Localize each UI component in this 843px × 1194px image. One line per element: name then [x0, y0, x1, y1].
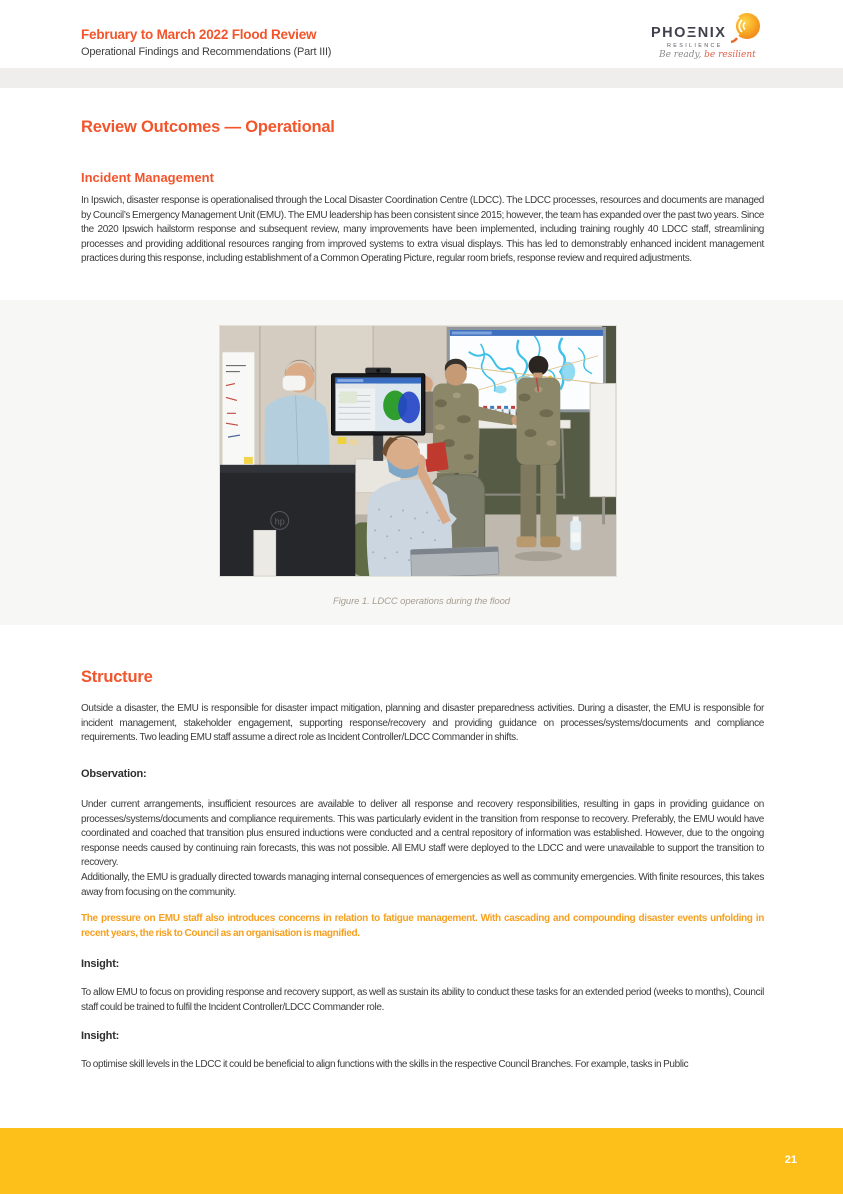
phoenix-resilience-logo — [651, 12, 763, 64]
logo-subbrand-text: RESILIENCE — [667, 43, 723, 49]
structure-heading: Structure — [81, 668, 153, 686]
observation-paragraph-2: Additionally, the EMU is gradually directed towards managing internal consequences of emergencies as well as community emergencies. With finite resources, this takes away from focusing on the community. — [81, 871, 764, 898]
observation-label: Observation: — [81, 768, 147, 780]
page-footer — [0, 1128, 843, 1194]
section-review-outcomes — [81, 118, 764, 265]
observation-paragraph-1: Under current arrangements, insufficient resources are available to deliver all response and recovery responsibilities, resulting in gaps in providing guidance on processes/systems/documents and compliance requirements. This was particularly evident in the transition from response to recovery. Preferably, the EMU would have coordinated and coached that transition plus ensured inductions were conducted and a central repository of information was established. However, due to the ongoing response needs caused by continuing rain forecasts, this was not possible. All EMU staff were deployed to the LDCC and were unavailable to support the transition to recovery. — [81, 799, 764, 869]
page-number: 21 — [784, 1154, 797, 1166]
insight-label-1: Insight: — [81, 958, 120, 970]
header-divider-band — [0, 68, 843, 88]
report-title: February to March 2022 Flood Review — [81, 27, 317, 42]
logo-brand-text: PHOΞNIX — [651, 25, 727, 41]
report-subtitle: Operational Findings and Recommendations (Part III) — [81, 46, 332, 58]
tagline-accent: be resilient — [701, 50, 756, 60]
phoenix-flame-icon — [729, 12, 763, 53]
logo-tagline — [659, 50, 763, 60]
figure-caption: Figure 1. LDCC operations during the flood — [333, 596, 510, 607]
tagline-prefix: Be ready, — [659, 50, 702, 60]
incident-management-paragraph: In Ipswich, disaster response is operationalised through the Local Disaster Coordination Centre (LDCC). The LDCC processes, resources and documents are managed by Council’s Emergency Management Unit (EMU). The EMU leadership has been consistent since 2015; however, the team has expanded over the past two years. Since the 2020 Ipswich hailstorm response and subsequent review, many improvements have been implemented, including training roughly 40 LDCC staff, streamlining processes and providing additional resources ranging from improved systems to extra visual displays. This has led to demonstrably enhanced incident management practices during this response, including establishment of a Common Operating Picture, regular room briefs, response review and required adjustments. — [81, 195, 764, 265]
page-header — [0, 0, 843, 68]
section-structure — [81, 668, 764, 1128]
ldcc-operations-photo — [219, 325, 617, 577]
incident-management-heading: Incident Management — [81, 170, 214, 185]
insight-label-2: Insight: — [81, 1030, 120, 1042]
fatigue-highlight-paragraph: The pressure on EMU staff also introduces concerns in relation to fatigue management. With cascading and compounding disaster events unfolding in recent years, the risk to Council as an organisation is magnified. — [81, 913, 764, 939]
observation-paragraphs — [81, 798, 764, 900]
svg-text:hp: hp — [274, 516, 285, 527]
structure-intro-paragraph: Outside a disaster, the EMU is responsible for disaster impact mitigation, planning and disaster preparedness activities. During a disaster, the EMU is responsible for incident management, stakeholder engagement, supporting response/recovery and providing guidance on processes/systems/documents and compliance requirements. Two leading EMU staff assume a direct role as Incident Controller/LDCC Commander in shifts. — [81, 703, 764, 744]
insight-paragraph-1: To allow EMU to focus on providing response and recovery support, as well as sustain its ability to conduct these tasks for an extended period (weeks to months), Council staff could be trained to fulfil the Incident Controller/LDCC Commander role. — [81, 987, 764, 1013]
figure-band — [0, 300, 843, 625]
insight-paragraph-2: To optimise skill levels in the LDCC it could be beneficial to align functions with the skills in the respective Council Branches. For example, tasks in Public — [81, 1059, 689, 1070]
main-heading: Review Outcomes — Operational — [81, 118, 335, 136]
